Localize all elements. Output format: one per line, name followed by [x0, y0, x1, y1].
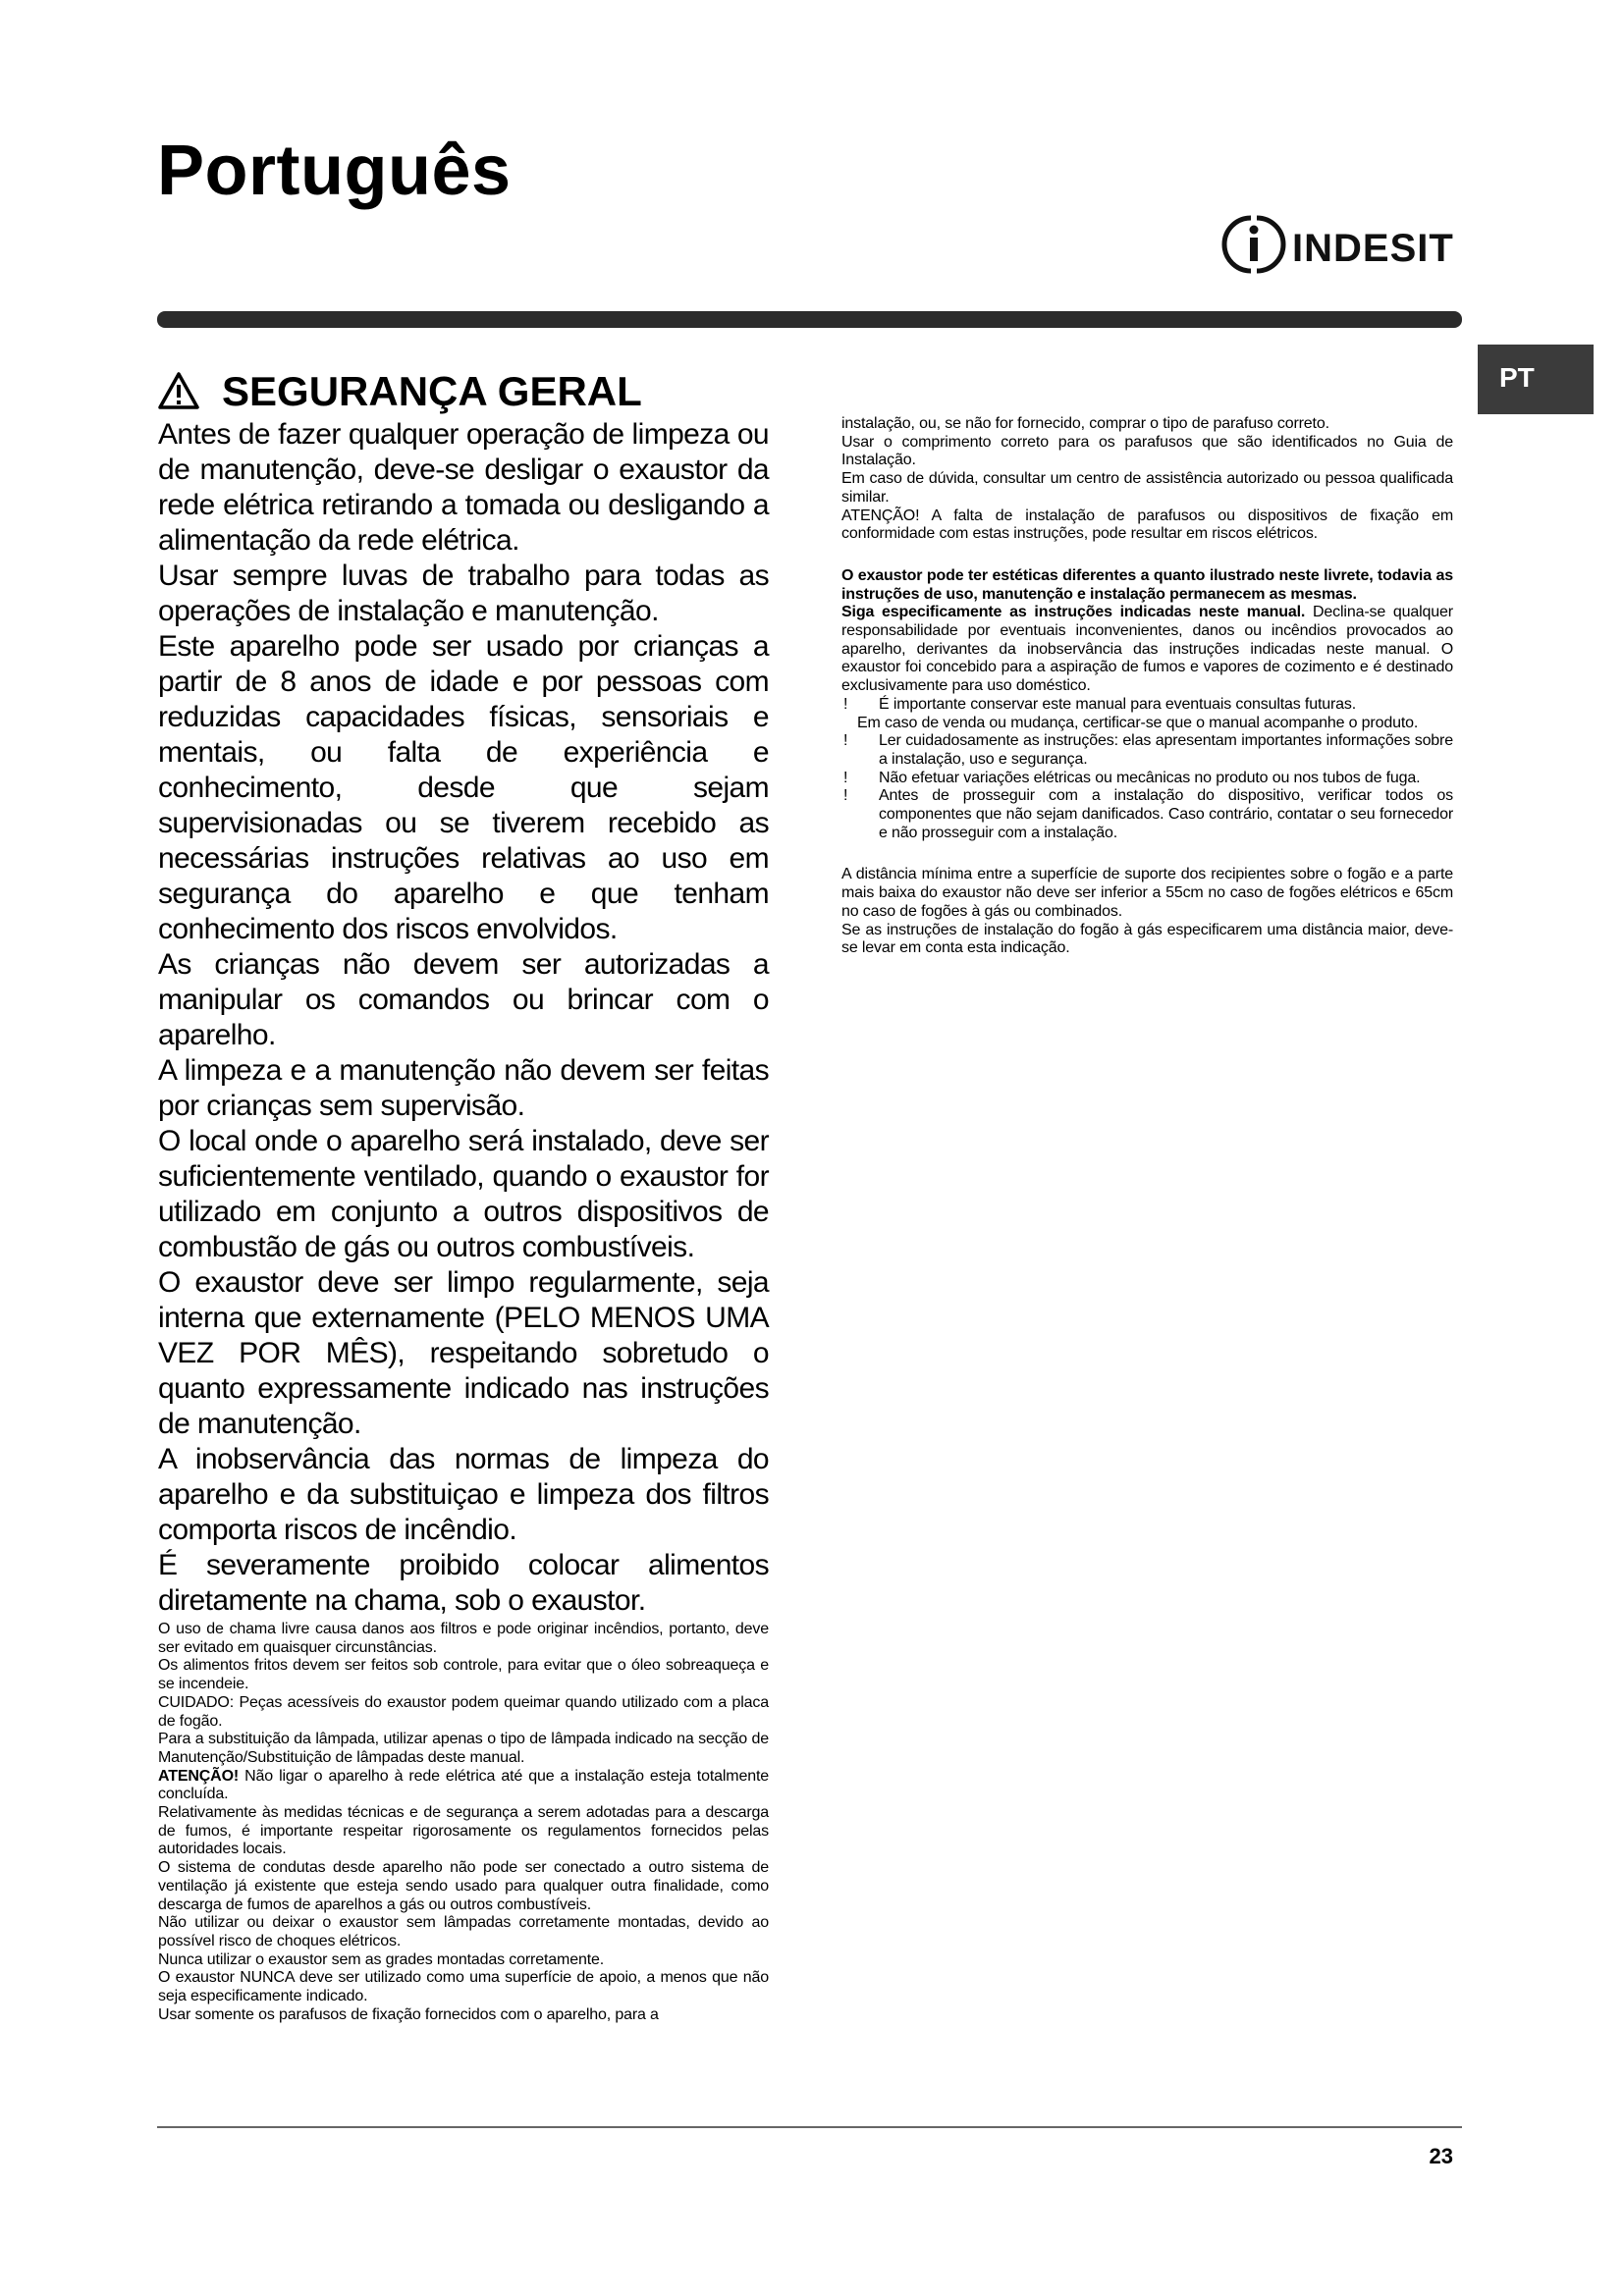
paragraph: Os alimentos fritos devem ser feitos sob controle, para evitar que o óleo sobreaqueça e se incendeie. [158, 1657, 769, 1693]
footer-divider [157, 2126, 1462, 2128]
paragraph: A limpeza e a manutenção não devem ser feitas por crianças sem supervisão. [158, 1054, 769, 1122]
bold-notice [841, 567, 1453, 604]
warning-mark: ! [843, 769, 848, 786]
warning-mark: ! [843, 695, 848, 713]
paragraph: A inobservância das normas de limpeza do aparelho e da substituiçao e limpeza dos filtros comporta riscos de incêndio. [158, 1443, 769, 1546]
header-divider [157, 311, 1462, 328]
bold-notice-text: O exaustor pode ter estéticas diferentes a quanto ilustrado neste livrete, todavia as instruções de uso, manutenção e instalação permanecem as mesmas. [841, 566, 1453, 603]
large-text-block [158, 417, 769, 1619]
paragraph: Usar sempre luvas de trabalho para todas as operações de instalação e manutenção. [158, 560, 769, 627]
siga-bold: Siga especificamente as instruções indicadas neste manual. [841, 604, 1306, 621]
paragraph: Usar somente os parafusos de fixação fornecidos com o aparelho, para a [158, 2005, 659, 2023]
paragraph: O local onde o aparelho será instalado, deve ser suficientemente ventilado, quando o exaustor for utilizado em conjunto a outros dispositivos de combustão de gás ou outros combustíveis. [158, 1125, 769, 1263]
small-text-block [158, 1621, 769, 2024]
page-language-title: Português [157, 132, 512, 210]
paragraph: Para a substituição da lâmpada, utilizar apenas o tipo de lâmpada indicado na secção de Manutenção/Substituição de lâmpadas deste manual. [158, 1731, 769, 1766]
warning-triangle-icon [157, 371, 200, 410]
paragraph: instalação, ou, se não for fornecido, comprar o tipo de parafuso correto. [841, 415, 1329, 432]
warning-mark: ! [843, 732, 848, 750]
paragraph: Usar o comprimento correto para os parafusos que são identificados no Guia de Instalação. [841, 433, 1453, 469]
siga-text: Declina-se qualquer responsabilidade por eventuais inconvenientes, danos ou incêndios provocados ao aparelho, derivantes da inobservância das instruções indicadas neste manual. O exaustor foi concebido para a aspiração de fumos e vapores de cozimento e é destinado exclusivamente para uso doméstico. [841, 604, 1453, 695]
atencao-label: ATENÇÃO! [158, 1767, 240, 1785]
paragraph: Relativamente às medidas técnicas e de segurança a serem adotadas para a descarga de fumos, é importante respeitar rigorosamente os regulamentos fornecidos pelas autoridades locais. [158, 1804, 769, 1858]
atencao-text: Não ligar o aparelho à rede elétrica até que a instalação esteja totalmente concluída. [158, 1767, 769, 1803]
page-number: 23 [1429, 2144, 1453, 2168]
paragraph [841, 604, 1453, 696]
warning-item [841, 732, 1453, 769]
warning-text: É importante conservar este manual para eventuais consultas futuras. [879, 695, 1357, 713]
warning-text: Não efetuar variações elétricas ou mecânicas no produto ou nos tubos de fuga. [879, 769, 1421, 786]
paragraph: Nunca utilizar o exaustor sem as grades montadas corretamente. [158, 1950, 605, 1968]
paragraph [158, 1768, 769, 1804]
section-heading-text: SEGURANÇA GERAL [222, 368, 642, 414]
right-column [841, 415, 1453, 958]
language-tab: PT [1478, 345, 1594, 414]
paragraph: O uso de chama livre causa danos aos filtros e pode originar incêndios, portanto, deve ser evitado em quaisquer circunstâncias. [158, 1621, 769, 1656]
warning-item [841, 696, 1453, 715]
warning-continuation: Em caso de venda ou mudança, certificar-se que o manual acompanhe o produto. [857, 714, 1419, 731]
paragraph: O exaustor NUNCA deve ser utilizado como uma superfície de apoio, a menos que não seja especificamente indicado. [158, 1969, 769, 2005]
indesit-logo [1219, 210, 1455, 279]
paragraph: ATENÇÃO! A falta de instalação de parafusos ou dispositivos de fixação em conformidade com estas instruções, pode resultar em riscos elétricos. [841, 507, 1453, 543]
indesit-logo-icon [1219, 210, 1455, 279]
left-column [158, 417, 769, 2024]
warning-item [841, 770, 1453, 788]
paragraph: Antes de fazer qualquer operação de limpeza ou de manutenção, deve-se desligar o exaustor da rede elétrica retirando a tomada ou desligando a alimentação da rede elétrica. [158, 418, 769, 557]
warning-text: Ler cuidadosamente as instruções: elas apresentam importantes informações sobre a instalação, uso e segurança. [879, 732, 1453, 768]
warning-text: Antes de prosseguir com a instalação do dispositivo, verificar todos os componentes que não sejam danificados. Caso contrário, contatar o seu fornecedor e não prosseguir com a instalação. [879, 787, 1453, 841]
paragraph: A distância mínima entre a superfície de suporte dos recipientes sobre o fogão e a parte mais baixa do exaustor não deve ser inferior a 55cm no caso de fogões elétricos e 65cm no caso de fogões à gás ou combinados. [841, 866, 1453, 920]
paragraph: É severamente proibido colocar alimentos diretamente na chama, sob o exaustor. [158, 1549, 769, 1617]
section-heading [157, 363, 642, 420]
warning-mark: ! [843, 787, 848, 805]
paragraph: Se as instruções de instalação do fogão à gás especificarem uma distância maior, deve-se levar em conta esta indicação. [841, 921, 1453, 957]
paragraph: O sistema de condutas desde aparelho não pode ser conectado a outro sistema de ventilação já existente que esteja sendo usado para qualquer outra finalidade, como descarga de fumos de aparelhos a gás ou outros combustíveis. [158, 1859, 769, 1913]
paragraph: As crianças não devem ser autorizadas a manipular os comandos ou brincar com o aparelho. [158, 948, 769, 1051]
paragraph: Em caso de dúvida, consultar um centro de assistência autorizado ou pessoa qualificada similar. [841, 470, 1453, 506]
paragraph: O exaustor deve ser limpo regularmente, seja interna que externamente (PELO MENOS UMA VEZ POR MÊS), respeitando sobretudo o quanto expressamente indicado nas instruções de manutenção. [158, 1266, 769, 1440]
paragraph: Este aparelho pode ser usado por crianças a partir de 8 anos de idade e por pessoas com reduzidas capacidades físicas, sensoriais e mentais, ou falta de experiência e conhecimento, desde que sejam supervisionadas ou se tiverem recebido as necessárias instruções relativas ao uso em segurança do aparelho e que tenham conhecimento dos riscos envolvidos. [158, 630, 769, 945]
brand-name: INDESIT [1292, 227, 1454, 270]
warning-item [841, 787, 1453, 842]
paragraph: CUIDADO: Peças acessíveis do exaustor podem queimar quando utilizado com a placa de fogão. [158, 1693, 769, 1730]
paragraph: Não utilizar ou deixar o exaustor sem lâmpadas corretamente montadas, devido ao possível risco de choques elétricos. [158, 1914, 769, 1949]
